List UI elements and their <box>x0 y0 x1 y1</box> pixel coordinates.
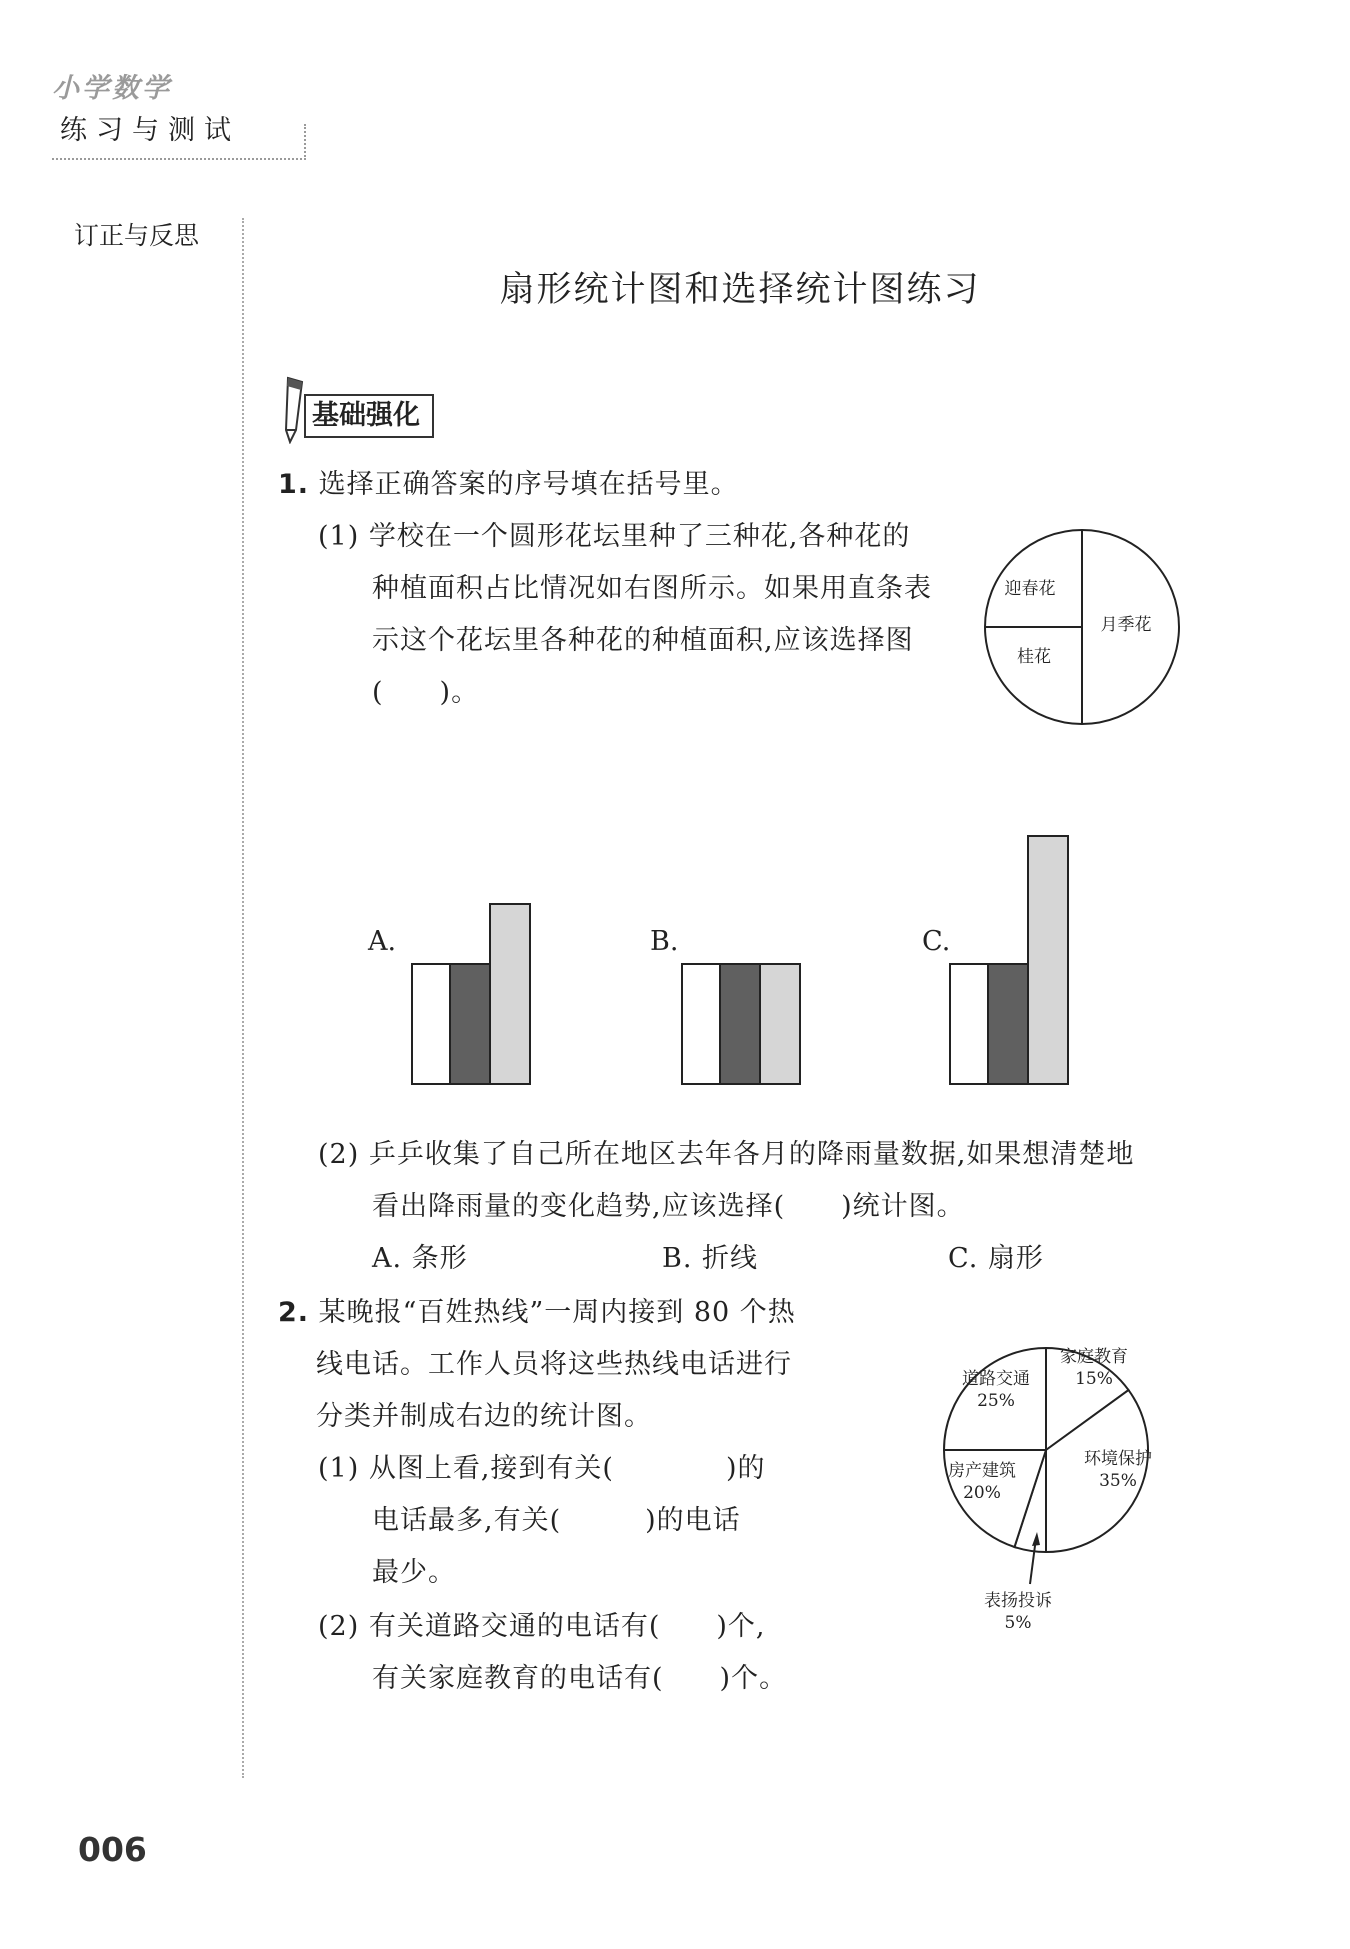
option-a-bar-2 <box>450 964 490 1084</box>
flower-pie-chart <box>976 524 1192 730</box>
brand-sub: 练习与测试 <box>60 115 240 146</box>
option-b-bar-1 <box>682 964 720 1084</box>
option-b-bar-2 <box>720 964 760 1084</box>
q1-p2-option-a: A. 条形 <box>372 1243 468 1274</box>
q1-stem-line <box>278 462 739 501</box>
pie-label-praise-complaint: 表扬投诉 <box>984 1591 1052 1611</box>
option-c-bar-1 <box>950 964 988 1084</box>
option-c-label: C. <box>922 926 951 957</box>
pie-label-yingchunhua: 迎春花 <box>1004 579 1056 599</box>
q2-stem-line-2: 线电话。工作人员将这些热线电话进行 <box>316 1349 792 1380</box>
q1-number: 1. <box>278 469 310 500</box>
q2-p1-line-2: 电话最多,有关( )的电话 <box>372 1505 741 1536</box>
option-a-bar-chart <box>410 896 534 1086</box>
q1-p2-line-2: 看出降雨量的变化趋势,应该选择( )统计图。 <box>372 1191 965 1222</box>
q1-p1-line-3: 示这个花坛里各种花的种植面积,应该选择图 <box>372 625 914 656</box>
q1-p1-line-4: ( )。 <box>372 677 480 708</box>
pie-value-praise-complaint: 5% <box>1004 1613 1032 1633</box>
q2-stem-line-1 <box>278 1290 796 1329</box>
pie-label-environment: 环境保护 <box>1084 1449 1152 1469</box>
q2-stem-1: 某晚报“百姓热线”一周内接到 80 个热 <box>318 1297 796 1328</box>
pie-value-real-estate: 20% <box>963 1483 1001 1503</box>
q1-stem: 选择正确答案的序号填在括号里。 <box>318 469 739 500</box>
option-c-bar-chart <box>948 828 1072 1086</box>
q2-p1-line-3: 最少。 <box>372 1557 456 1588</box>
pie-label-real-estate: 房产建筑 <box>948 1461 1016 1481</box>
option-c-bar-3 <box>1028 836 1068 1084</box>
q1-p1-line-2: 种植面积占比情况如右图所示。如果用直条表 <box>372 573 932 604</box>
hotline-pie-chart <box>906 1300 1196 1640</box>
q1-p2-option-b: B. 折线 <box>662 1243 759 1274</box>
pie-label-yuejihua: 月季花 <box>1100 615 1152 635</box>
q1-p2-option-c: C. 扇形 <box>948 1243 1044 1274</box>
pie-label-road-traffic: 道路交通 <box>962 1369 1030 1389</box>
q2-p2-line-1: (2) 有关道路交通的电话有( )个, <box>318 1611 766 1642</box>
q1-p1-line-1: (1) 学校在一个圆形花坛里种了三种花,各种花的 <box>318 521 911 552</box>
section-badge: 基础强化 <box>304 394 434 438</box>
revise-label: 订正与反思 <box>74 221 200 250</box>
q2-p1-line-1: (1) 从图上看,接到有关( )的 <box>318 1453 766 1484</box>
brand-top: 小学数学 <box>52 73 172 104</box>
option-b-bar-chart <box>680 956 804 1086</box>
option-a-bar-3 <box>490 904 530 1084</box>
option-c-bar-2 <box>988 964 1028 1084</box>
q2-p2-line-2: 有关家庭教育的电话有( )个。 <box>372 1663 788 1694</box>
pie-value-road-traffic: 25% <box>977 1391 1015 1411</box>
page-title: 扇形统计图和选择统计图练习 <box>499 270 981 310</box>
option-a-label: A. <box>368 926 397 957</box>
q1-p2-line-1: (2) 乒乒收集了自己所在地区去年各月的降雨量数据,如果想清楚地 <box>318 1139 1135 1170</box>
margin-divider <box>242 218 244 1778</box>
option-a-bar-1 <box>412 964 450 1084</box>
pie-value-family-education: 15% <box>1075 1369 1113 1389</box>
pie-label-guihua: 桂花 <box>1017 647 1051 667</box>
pie-label-family-education: 家庭教育 <box>1060 1347 1128 1367</box>
option-b-label: B. <box>650 926 679 957</box>
q2-number: 2. <box>278 1297 310 1328</box>
page-number: 006 <box>78 1830 147 1869</box>
option-b-bar-3 <box>760 964 800 1084</box>
q2-stem-line-3: 分类并制成右边的统计图。 <box>316 1401 652 1432</box>
pie-value-environment: 35% <box>1099 1471 1137 1491</box>
